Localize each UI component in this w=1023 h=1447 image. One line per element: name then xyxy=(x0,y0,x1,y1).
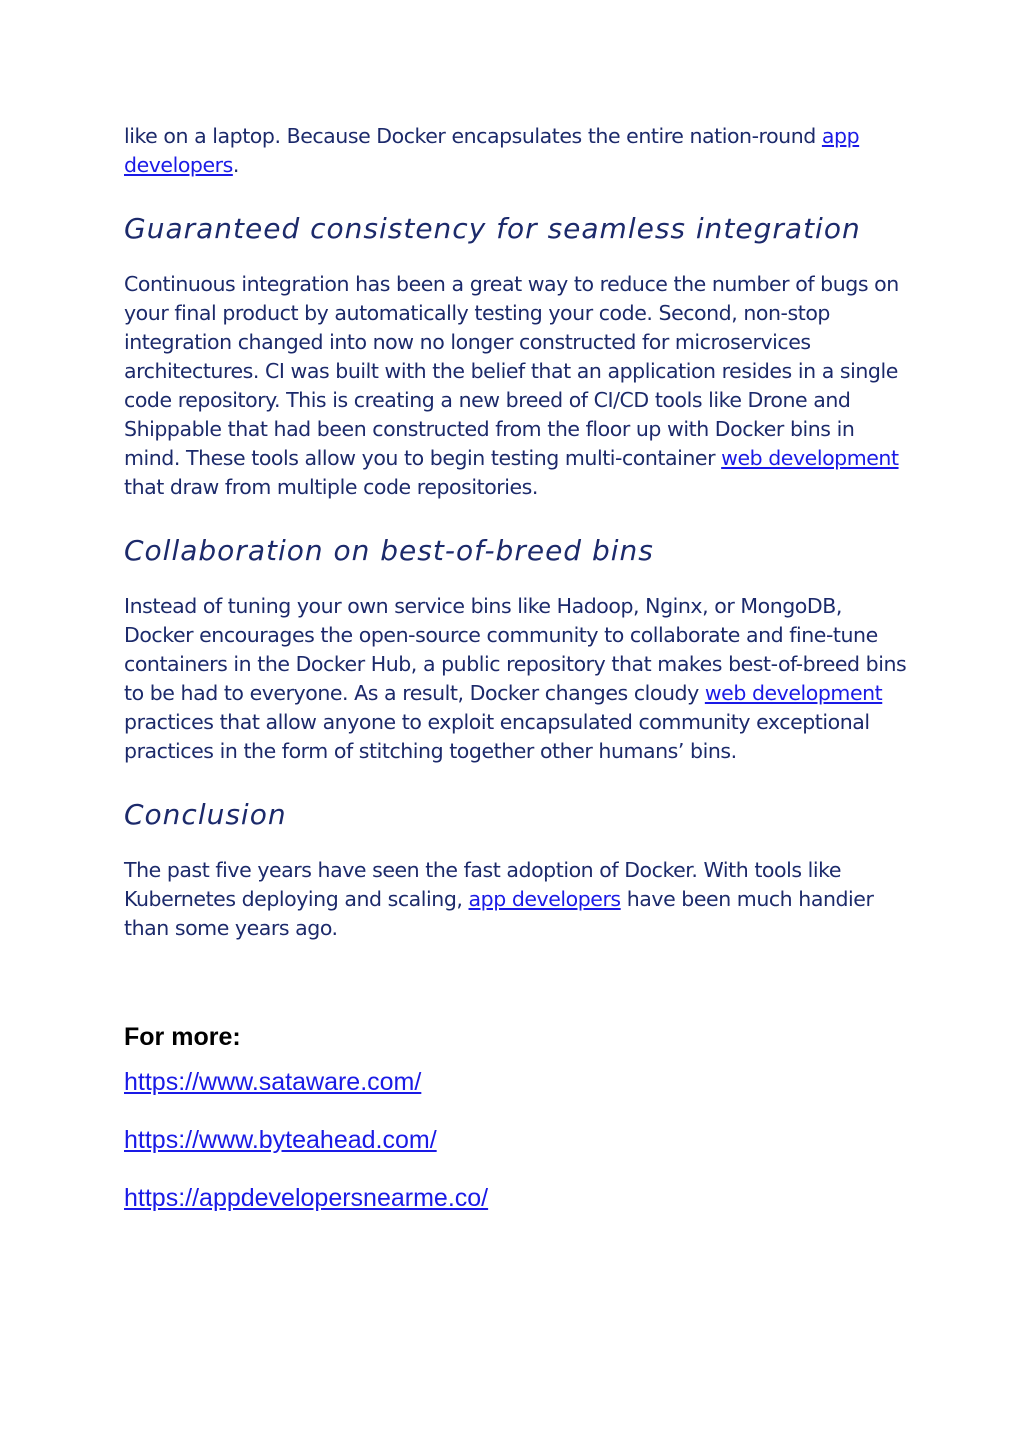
paragraph-text: Instead of tuning your own service bins like Hadoop, Nginx, or MongoDB, Docker encourages the open-source community to collaborate and fine-tune containers in the Docker Hub, a public repository that makes best-of-breed bins to be had to everyone. As a result, Docker changes cloudy xyxy=(124,594,907,705)
app-developers-link[interactable]: app developers xyxy=(124,124,860,177)
sataware-link[interactable]: https://www.sataware.com/ xyxy=(124,1068,422,1096)
paragraph-text: Continuous integration has been a great way to reduce the number of bugs on your final product by automatically testing your code. Second, non-stop integration changed into now no longer constructed for microservices architectures. CI was built with the belief that an application resides in a single code repository. This is creating a new breed of CI/CD tools like Drone and Shippable that had been constructed from the floor up with Docker bins in mind. These tools allow you to begin testing multi-container xyxy=(124,272,899,470)
web-development-link[interactable]: web development xyxy=(704,681,883,705)
for-more-heading: For more: xyxy=(124,1023,241,1051)
byteahead-link[interactable]: https://www.byteahead.com/ xyxy=(124,1126,437,1154)
intro-paragraph xyxy=(124,122,914,180)
app-developers-link[interactable]: app developers xyxy=(468,887,621,911)
section-paragraph-collaboration xyxy=(124,592,914,766)
intro-text: like on a laptop. Because Docker encapsulates the entire nation-round xyxy=(124,124,822,148)
paragraph-text: that draw from multiple code repositories. xyxy=(124,475,538,499)
section-heading-consistency: Guaranteed consistency for seamless integration xyxy=(124,212,861,245)
section-heading-conclusion: Conclusion xyxy=(124,798,287,831)
section-heading-collaboration: Collaboration on best-of-breed bins xyxy=(124,534,654,567)
document-page xyxy=(124,122,914,1213)
web-development-link[interactable]: web development xyxy=(721,446,899,470)
appdevelopersnearme-link[interactable]: https://appdevelopersnearme.co/ xyxy=(124,1184,489,1212)
paragraph-text: practices that allow anyone to exploit encapsulated community exceptional practices in the form of stitching together other humans’ bins. xyxy=(124,710,870,763)
section-paragraph-conclusion xyxy=(124,856,914,943)
section-paragraph-consistency xyxy=(124,270,914,502)
intro-tail: . xyxy=(232,153,239,177)
paragraph-text: have been much handier than some years ago. xyxy=(124,887,874,940)
paragraph-text: The past five years have seen the fast adoption of Docker. With tools like Kubernetes deploying and scaling, xyxy=(124,858,842,911)
